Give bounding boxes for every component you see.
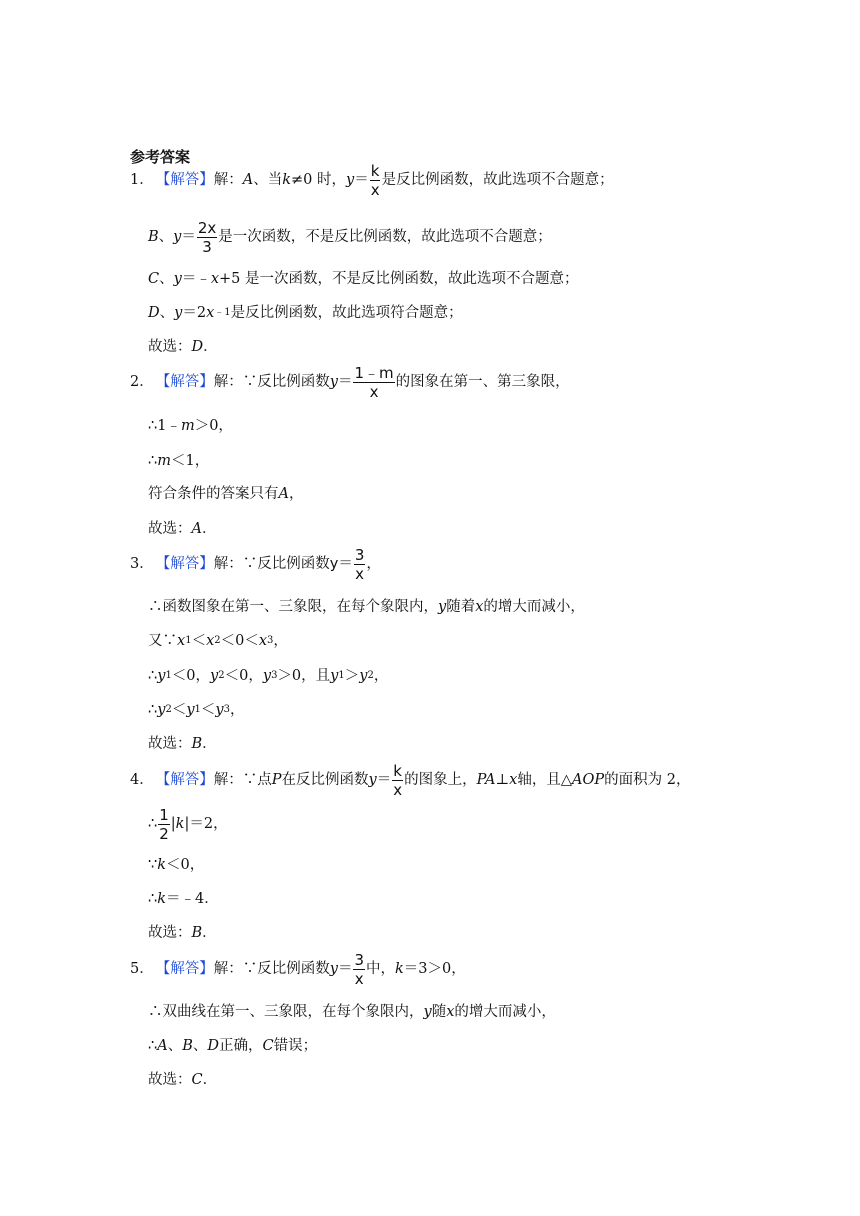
q4-number: 4． <box>130 772 154 788</box>
q3-number: 3． <box>130 556 154 572</box>
q1-line-3: C 、 y ＝﹣ x +5 是一次函数，不是反比例函数，故此选项不合题意； <box>148 271 579 287</box>
answer-tag: 【解答】 <box>155 556 214 572</box>
fraction: $\frac{1﹣m}{x}$ <box>354 363 394 401</box>
fraction: $\frac{3}{x}$ <box>354 545 365 583</box>
q1-line-5: 故选： D ． <box>148 339 218 355</box>
q4-line-4: ∴ k ＝﹣4． <box>148 891 219 907</box>
q3-line-4: ∴ y 1 ＜0， y 2 ＜0， y 3 ＞0，且 y 1 ＞ y 2 ， <box>148 668 389 684</box>
q3-line-2: ∴函数图象在第一、三象限，在每个象限内， y 随着 x 的增大而减小， <box>148 599 585 615</box>
q1-line-1: 1． 【解答】 解： A 、当 k ≠0 时， y ＝ $\frac{k}{x}$ 是反比例函数，故此选项不合题意； <box>130 161 614 199</box>
q2-line-3: ∴ m ＜1， <box>148 453 210 469</box>
q2-line-4: 符合条件的答案只有 A ， <box>148 486 304 502</box>
fraction: $\frac{k}{x}$ <box>393 761 403 799</box>
q5-line-2: ∴双曲线在第一、三象限，在每个象限内， y 随 x 的增大而减小， <box>148 1004 556 1020</box>
fraction: $\frac{3}{x}$ <box>354 950 364 988</box>
q4-line-1: 4． 【解答】 解：∵点 P 在反比例函数 y ＝ $\frac{k}{x}$ 的图象上， PA ⊥ x 轴，且△ AOP 的面积为 2， <box>130 761 691 799</box>
q3-line-5: ∴ y 2 ＜ y 1 ＜ y 3 ， <box>148 702 245 718</box>
fraction: $\frac{2x}{3}$ <box>197 218 217 256</box>
q5-number: 5． <box>130 961 154 977</box>
answer-tag: 【解答】 <box>155 961 214 977</box>
q5-line-1: 5． 【解答】 解：∵反比例函数 y ＝ $\frac{3}{x}$ 中， k ＝3＞0， <box>130 950 466 988</box>
q1-line-2: B 、 y ＝ $\frac{2x}{3}$ 是一次函数，不是反比例函数，故此选项不合题意； <box>148 218 552 256</box>
page-title: 参考答案 <box>130 148 191 166</box>
q3-line-1: 3． 【解答】 解：∵反比例函数 y ＝ $\frac{3}{x}$ ， <box>130 545 381 583</box>
q2-line-5: 故选： A ． <box>148 521 217 537</box>
q4-line-2: ∴ $\frac{1}{2}$ | k |＝2， <box>148 805 228 843</box>
fraction: $\frac{k}{x}$ <box>370 161 380 199</box>
q5-line-3: ∴ A 、 B 、 D 正确， C 错误； <box>148 1038 318 1054</box>
q1-line-4: D 、 y ＝2 x ﹣1 是反比例函数，故此选项符合题意； <box>148 305 463 321</box>
q2-line-2: ∴1﹣ m ＞0， <box>148 418 233 434</box>
answer-tag: 【解答】 <box>155 772 214 788</box>
q4-line-5: 故选： B ． <box>148 925 217 941</box>
q2-line-1: 2． 【解答】 解：∵反比例函数 y ＝ $\frac{1﹣m}{x}$ 的图象在第一、第三象限， <box>130 363 570 401</box>
q4-line-3: ∵ k ＜0， <box>148 857 205 873</box>
q2-number: 2． <box>130 374 154 390</box>
fraction: $\frac{1}{2}$ <box>159 805 169 843</box>
q3-line-6: 故选： B ． <box>148 736 217 752</box>
q1-number: 1． <box>130 172 154 188</box>
answer-tag: 【解答】 <box>155 374 214 390</box>
q3-line-3: 又∵ x 1 ＜ x 2 ＜0＜ x 3 ， <box>148 633 288 649</box>
q5-line-4: 故选： C ． <box>148 1072 218 1088</box>
answer-tag: 【解答】 <box>155 172 214 188</box>
